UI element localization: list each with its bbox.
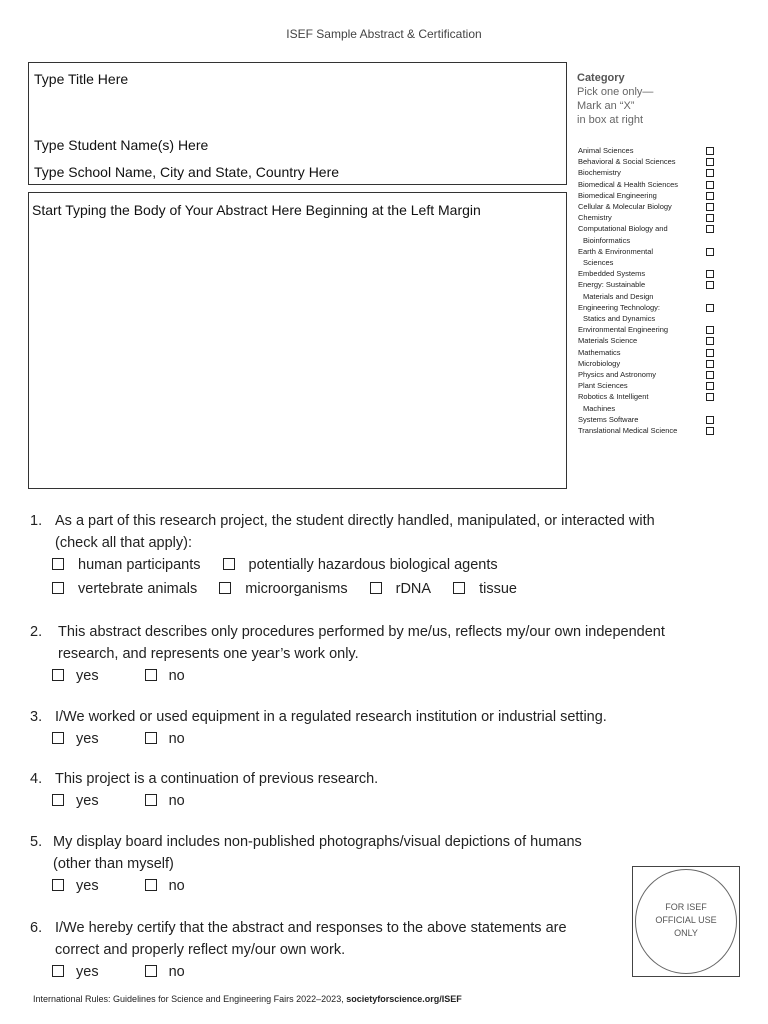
question-line: (other than myself) <box>53 856 174 872</box>
option-microorganisms[interactable] <box>219 581 347 597</box>
category-item-label: Cellular & Molecular Biology <box>578 202 672 212</box>
category-checkbox[interactable] <box>706 270 714 278</box>
option-yes[interactable] <box>52 793 99 809</box>
category-item-label: Behavioral & Social Sciences <box>578 157 676 167</box>
category-item-label: Physics and Astronomy <box>578 370 656 380</box>
category-item <box>578 425 718 436</box>
checkbox[interactable] <box>145 669 157 681</box>
category-item <box>578 167 718 178</box>
category-item-label: Systems Software <box>578 414 639 424</box>
category-item-label: Engineering Technology: <box>578 302 661 312</box>
category-item-label: Biomedical Engineering <box>578 190 657 200</box>
checkbox[interactable] <box>370 582 382 594</box>
question-text <box>58 621 758 665</box>
category-list <box>578 145 718 436</box>
option-tissue[interactable] <box>453 581 517 597</box>
checkbox[interactable] <box>145 879 157 891</box>
category-instruction-line: Mark an “X” <box>577 100 635 112</box>
category-checkbox[interactable] <box>706 360 714 368</box>
question-line: This abstract describes only procedures performed by me/us, reflects my/our own independent <box>58 624 665 640</box>
option-no[interactable] <box>145 668 185 684</box>
question-text <box>55 706 755 728</box>
question-line: I/We worked or used equipment in a regulated research institution or industrial setting. <box>55 709 607 725</box>
question-line: I/We hereby certify that the abstract and responses to the above statements are <box>55 920 567 936</box>
option-vertebrate-animals[interactable] <box>52 581 197 597</box>
question-number: 1. <box>30 513 43 529</box>
option-label: microorganisms <box>245 581 348 597</box>
category-checkbox[interactable] <box>706 416 714 424</box>
option-no[interactable] <box>145 731 185 747</box>
category-item-label: Energy: Sustainable <box>578 280 646 290</box>
question-line: research, and represents one year’s work only. <box>58 646 359 662</box>
abstract-body-box[interactable] <box>28 192 567 489</box>
category-item <box>578 369 718 380</box>
category-item-label: Animal Sciences <box>578 146 634 155</box>
category-item-label: Embedded Systems <box>578 269 646 279</box>
category-item-label: Materials Science <box>578 336 638 346</box>
question-options <box>52 878 185 894</box>
category-checkbox[interactable] <box>706 158 714 166</box>
question-line: My display board includes non-published photographs/visual depictions of humans <box>53 834 582 850</box>
category-checkbox[interactable] <box>706 214 714 222</box>
option-no[interactable] <box>145 878 185 894</box>
category-item <box>578 201 718 212</box>
category-item-label: Plant Sciences <box>578 381 628 391</box>
category-item <box>578 391 718 413</box>
category-item-label: Robotics & Intelligent <box>578 392 649 402</box>
category-item-label: Mathematics <box>578 347 621 357</box>
question-number: 6. <box>30 920 43 936</box>
option-label: human participants <box>78 557 201 573</box>
question-text <box>55 917 625 961</box>
official-use-text <box>633 901 739 940</box>
category-item <box>578 302 718 324</box>
category-item-label: Earth & Environmental <box>578 246 654 256</box>
category-item <box>578 335 718 346</box>
title-field[interactable]: Type Title Here <box>34 71 129 87</box>
question-options <box>52 793 185 809</box>
category-item-sublabel: Sciences <box>583 258 614 268</box>
footer-link[interactable]: societyforscience.org/ISEF <box>346 994 462 1004</box>
checkbox[interactable] <box>145 965 157 977</box>
option-label: yes <box>76 793 99 809</box>
seal-line: FOR ISEF <box>665 902 707 912</box>
option-label: vertebrate animals <box>78 581 198 597</box>
category-item-sublabel: Bioinformatics <box>583 235 631 245</box>
question-options <box>52 557 498 573</box>
option-rdna[interactable] <box>370 581 431 597</box>
category-checkbox[interactable] <box>706 181 714 189</box>
question-options <box>52 964 185 980</box>
abstract-body-field[interactable]: Start Typing the Body of Your Abstract Here Beginning at the Left Margin <box>32 202 481 218</box>
footer <box>33 994 462 1004</box>
option-label: yes <box>76 668 99 684</box>
question-number: 2. <box>30 624 43 640</box>
category-item <box>578 212 718 223</box>
category-item <box>578 179 718 190</box>
checkbox[interactable] <box>453 582 465 594</box>
category-item <box>578 268 718 279</box>
category-checkbox[interactable] <box>706 371 714 379</box>
category-checkbox[interactable] <box>706 349 714 357</box>
category-item-label: Computational Biology and <box>578 224 668 234</box>
category-instruction-line: Pick one only— <box>577 86 654 98</box>
category-item <box>578 414 718 425</box>
category-item-sublabel: Machines <box>583 403 616 413</box>
checkbox[interactable] <box>52 879 64 891</box>
category-heading: Category <box>577 72 625 84</box>
footer-text: International Rules: Guidelines for Science and Engineering Fairs 2022–2023, <box>33 994 347 1004</box>
question-line: correct and properly reflect my/our own work. <box>55 942 346 958</box>
option-label: rDNA <box>395 581 432 597</box>
question-options <box>52 668 185 684</box>
option-potentially-hazardous-biological-agents[interactable] <box>223 557 498 573</box>
checkbox[interactable] <box>145 794 157 806</box>
checkbox[interactable] <box>52 965 64 977</box>
question-line: This project is a continuation of previous research. <box>55 771 379 787</box>
option-label: no <box>168 731 185 747</box>
question-number: 4. <box>30 771 43 787</box>
option-no[interactable] <box>145 793 185 809</box>
category-item <box>578 190 718 201</box>
checkbox[interactable] <box>219 582 231 594</box>
category-checkbox[interactable] <box>706 203 714 211</box>
category-instructions <box>577 85 687 127</box>
checkbox[interactable] <box>52 669 64 681</box>
option-yes[interactable] <box>52 878 99 894</box>
question-number: 3. <box>30 709 43 725</box>
category-checkbox[interactable] <box>706 169 714 177</box>
page-title: ISEF Sample Abstract & Certification <box>286 27 482 41</box>
question-number: 5. <box>30 834 43 850</box>
category-instruction-line: in box at right <box>577 114 644 126</box>
checkbox[interactable] <box>52 558 64 570</box>
category-checkbox[interactable] <box>706 337 714 345</box>
question-options <box>52 731 185 747</box>
option-yes[interactable] <box>52 668 99 684</box>
student-names-field[interactable]: Type Student Name(s) Here <box>34 137 209 153</box>
category-item <box>578 347 718 358</box>
option-yes[interactable] <box>52 964 99 980</box>
seal-line: OFFICIAL USE <box>655 915 717 925</box>
school-field[interactable]: Type School Name, City and State, Country Here <box>34 164 340 180</box>
question-options <box>52 581 517 597</box>
title-block <box>28 62 567 185</box>
category-checkbox[interactable] <box>706 225 714 233</box>
option-yes[interactable] <box>52 731 99 747</box>
option-label: no <box>168 793 185 809</box>
category-checkbox[interactable] <box>706 382 714 390</box>
category-checkbox[interactable] <box>706 427 714 435</box>
option-label: yes <box>76 964 99 980</box>
option-label: no <box>168 964 185 980</box>
option-no[interactable] <box>145 964 185 980</box>
category-item-label: Chemistry <box>578 213 612 223</box>
category-checkbox[interactable] <box>706 304 714 312</box>
category-item-label: Microbiology <box>578 358 621 368</box>
category-item-label: Translational Medical Science <box>578 426 678 436</box>
checkbox[interactable] <box>52 794 64 806</box>
category-checkbox[interactable] <box>706 326 714 334</box>
checkbox[interactable] <box>223 558 235 570</box>
option-label: yes <box>76 878 99 894</box>
checkbox[interactable] <box>52 582 64 594</box>
category-item <box>578 279 718 301</box>
category-item <box>578 145 718 156</box>
question-line: As a part of this research project, the student directly handled, manipulated, or interacted with <box>55 513 655 529</box>
category-item-label: Biomedical & Health Sciences <box>578 179 679 189</box>
question-text <box>55 768 755 790</box>
category-item <box>578 324 718 335</box>
question-text <box>55 510 755 554</box>
category-item-sublabel: Statics and Dynamics <box>583 314 656 324</box>
checkbox[interactable] <box>52 732 64 744</box>
official-use-box <box>632 866 740 977</box>
category-item <box>578 223 718 245</box>
seal-line: ONLY <box>674 928 698 938</box>
category-item <box>578 380 718 391</box>
category-item-sublabel: Materials and Design <box>583 291 654 301</box>
category-checkbox[interactable] <box>706 281 714 289</box>
option-label: tissue <box>479 581 517 597</box>
category-item <box>578 156 718 167</box>
category-item <box>578 358 718 369</box>
question-line: (check all that apply): <box>55 535 193 551</box>
option-label: no <box>168 878 185 894</box>
category-item-label: Environmental Engineering <box>578 325 669 335</box>
category-checkbox[interactable] <box>706 147 714 155</box>
option-label: no <box>168 668 185 684</box>
option-label: yes <box>76 731 99 747</box>
checkbox[interactable] <box>145 732 157 744</box>
category-checkbox[interactable] <box>706 248 714 256</box>
category-checkbox[interactable] <box>706 393 714 401</box>
option-label: potentially hazardous biological agents <box>248 557 498 573</box>
category-item-label: Biochemistry <box>578 168 621 178</box>
category-item <box>578 246 718 268</box>
option-human-participants[interactable] <box>52 557 201 573</box>
category-checkbox[interactable] <box>706 192 714 200</box>
